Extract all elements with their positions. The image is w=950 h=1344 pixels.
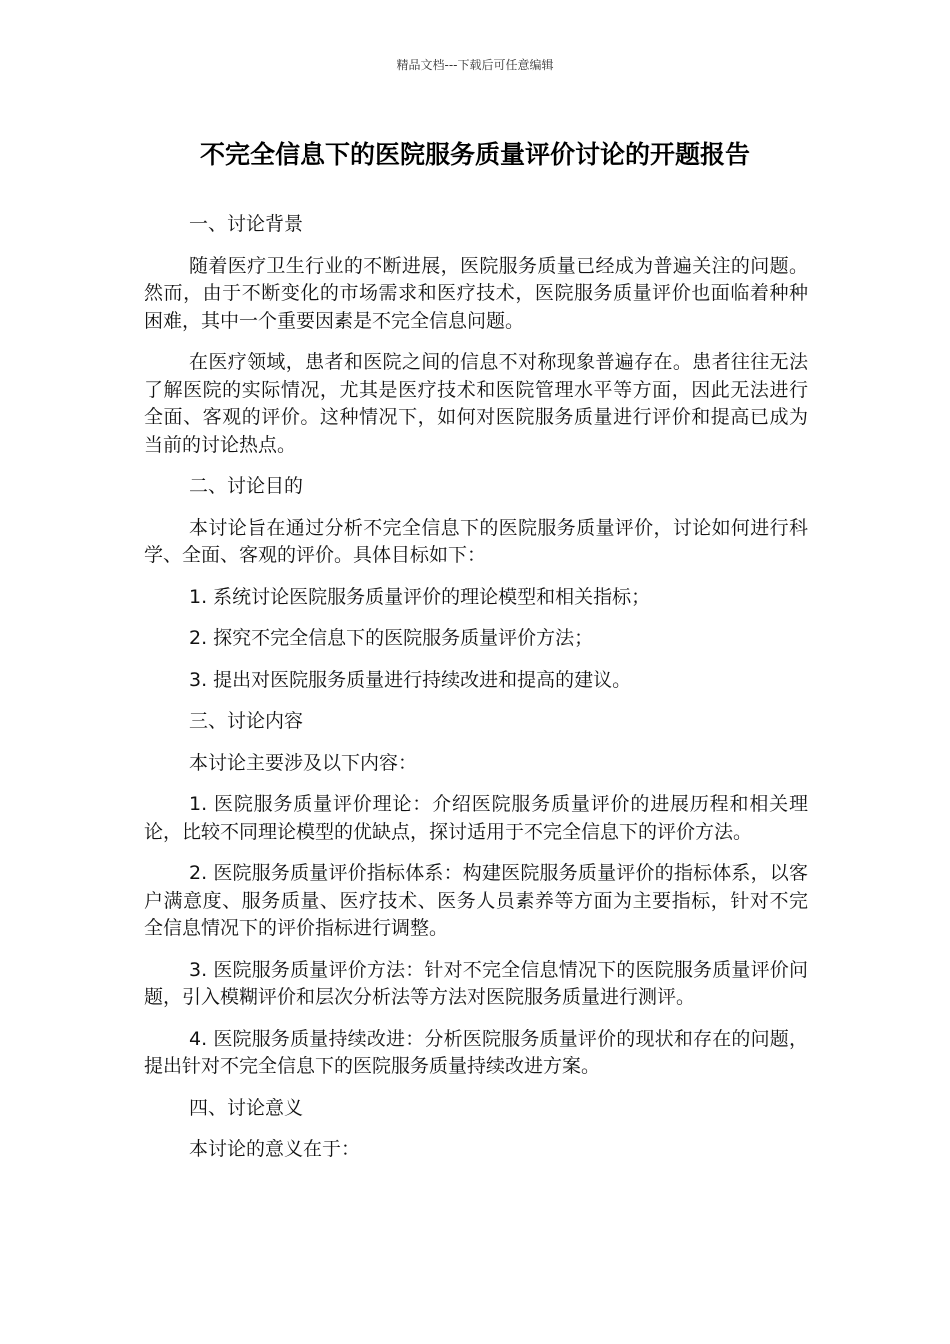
purpose-item-1: 1. 系统讨论医院服务质量评价的理论模型和相关指标； (189, 585, 651, 608)
section-heading-significance: 四、讨论意义 (189, 1096, 304, 1119)
paragraph-content-intro: 本讨论主要涉及以下内容： (189, 751, 418, 774)
paragraph-purpose: 本讨论旨在通过分析不完全信息下的医院服务质量评价，讨论如何进行科学、全面、客观的评价。具体目标如下： (144, 516, 808, 566)
content-item-4: 4. 医院服务质量持续改进：分析医院服务质量评价的现状和存在的问题，提出针对不完全信息下的医院服务质量持续改进方案。 (144, 1027, 808, 1077)
content-item-2: 2. 医院服务质量评价指标体系：构建医院服务质量评价的指标体系，以客户满意度、服务质量、医疗技术、医务人员素养等方面为主要指标，针对不完全信息情况下的评价指标进行调整。 (144, 862, 808, 939)
header-note: 精品文档---下载后可任意编辑 (396, 58, 554, 72)
section-heading-purpose: 二、讨论目的 (189, 475, 304, 497)
purpose-item-3: 3. 提出对医院服务质量进行持续改进和提高的建议。 (189, 668, 632, 691)
document-title: 不完全信息下的医院服务质量评价讨论的开题报告 (199, 140, 750, 169)
paragraph-background-2: 在医疗领域，患者和医院之间的信息不对称现象普遍存在。患者往往无法了解医院的实际情况，尤其是医疗技术和医院管理水平等方面，因此无法进行全面、客观的评价。这种情况下，如何对医院服务质量进行评价和提高已成为当前的讨论热点。 (144, 351, 808, 456)
section-heading-content: 三、讨论内容 (189, 710, 304, 732)
purpose-item-2: 2. 探究不完全信息下的医院服务质量评价方法； (189, 627, 594, 649)
paragraph-background-1: 随着医疗卫生行业的不断进展，医院服务质量已经成为普遍关注的问题。然而，由于不断变化的市场需求和医疗技术，医院服务质量评价也面临着种种困难，其中一个重要因素是不完全信息问题。 (144, 254, 808, 332)
content-item-3: 3. 医院服务质量评价方法：针对不完全信息情况下的医院服务质量评价问题，引入模糊评价和层次分析法等方法对医院服务质量进行测评。 (144, 958, 808, 1008)
section-heading-background: 一、讨论背景 (189, 213, 304, 235)
document-body (144, 211, 808, 1178)
paragraph-significance-intro: 本讨论的意义在于： (189, 1138, 361, 1160)
content-item-1: 1. 医院服务质量评价理论：介绍医院服务质量评价的进展历程和相关理论，比较不同理论模型的优缺点，探讨适用于不完全信息下的评价方法。 (144, 793, 808, 843)
